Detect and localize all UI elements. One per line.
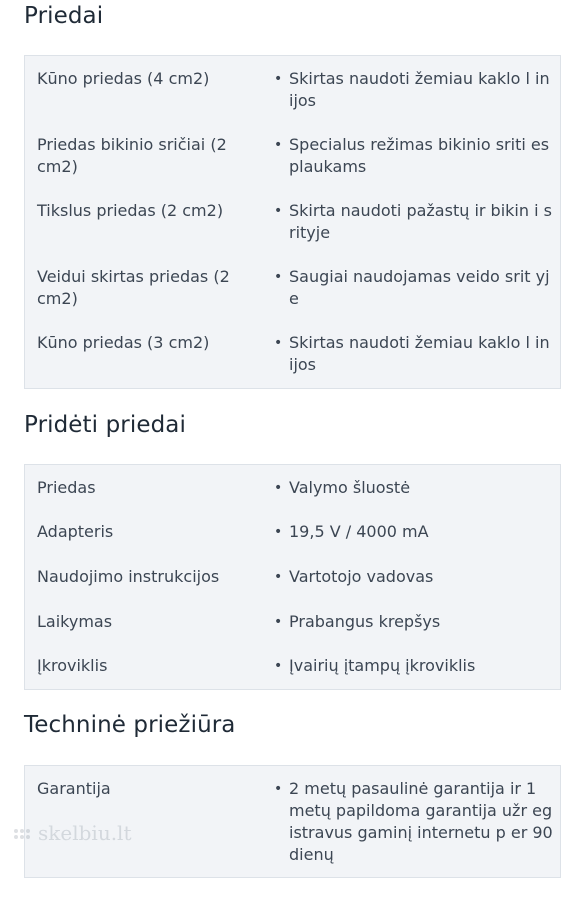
- spec-label: Priedas bikinio sričiai (2 cm2): [37, 135, 227, 176]
- bullet-icon: •: [274, 524, 283, 540]
- bullet-icon: •: [274, 335, 283, 351]
- spec-value: Skirta naudoti pažastų ir bikin i srityje: [289, 201, 552, 242]
- spec-label: Kūno priedas (3 cm2): [37, 333, 210, 352]
- section-title-prideti-priedai: Pridėti priedai: [24, 412, 186, 438]
- section-title-technine-prieziura: Techninė priežiūra: [24, 712, 236, 738]
- watermark: [8, 819, 198, 849]
- spec-value: Valymo šluostė: [289, 478, 411, 497]
- spec-value: Įvairių įtampų įkroviklis: [289, 656, 476, 675]
- spec-value: 2 metų pasaulinė garantija ir 1 metų papildoma garantija užr egistravus gaminį internetu p er 90 dienų: [289, 779, 553, 864]
- spec-label: Įkroviklis: [37, 656, 108, 675]
- spec-card-prideti-priedai: [24, 464, 561, 690]
- spec-label: Adapteris: [37, 522, 114, 541]
- spec-value: Saugiai naudojamas veido srit yje: [289, 267, 550, 308]
- spec-value: Skirtas naudoti žemiau kaklo l inijos: [289, 333, 550, 374]
- watermark-logo-icon: [8, 819, 198, 849]
- spec-card-priedai: [24, 55, 561, 389]
- spec-label: Tikslus priedas (2 cm2): [37, 201, 224, 220]
- bullet-icon: •: [274, 569, 283, 585]
- watermark-text: skelbiu.lt: [38, 821, 132, 845]
- spec-label: Naudojimo instrukcijos: [37, 567, 220, 586]
- spec-value: Skirtas naudoti žemiau kaklo l inijos: [289, 69, 550, 110]
- spec-value: Specialus režimas bikinio sriti es plaukams: [289, 135, 550, 176]
- spec-label: Veidui skirtas priedas (2 cm2): [37, 267, 230, 308]
- bullet-icon: •: [274, 781, 283, 797]
- spec-value: Prabangus krepšys: [289, 612, 441, 631]
- spec-label: Laikymas: [37, 612, 113, 631]
- spec-value: 19,5 V / 4000 mA: [289, 522, 429, 541]
- spec-label: Kūno priedas (4 cm2): [37, 69, 210, 88]
- section-title-priedai: Priedai: [24, 3, 104, 29]
- bullet-icon: •: [274, 137, 283, 153]
- bullet-icon: •: [274, 658, 283, 674]
- bullet-icon: •: [274, 71, 283, 87]
- bullet-icon: •: [274, 269, 283, 285]
- bullet-icon: •: [274, 203, 283, 219]
- spec-label: Garantija: [37, 779, 111, 798]
- spec-label: Priedas: [37, 478, 96, 497]
- bullet-icon: •: [274, 614, 283, 630]
- spec-value: Vartotojo vadovas: [289, 567, 434, 586]
- bullet-icon: •: [274, 480, 283, 496]
